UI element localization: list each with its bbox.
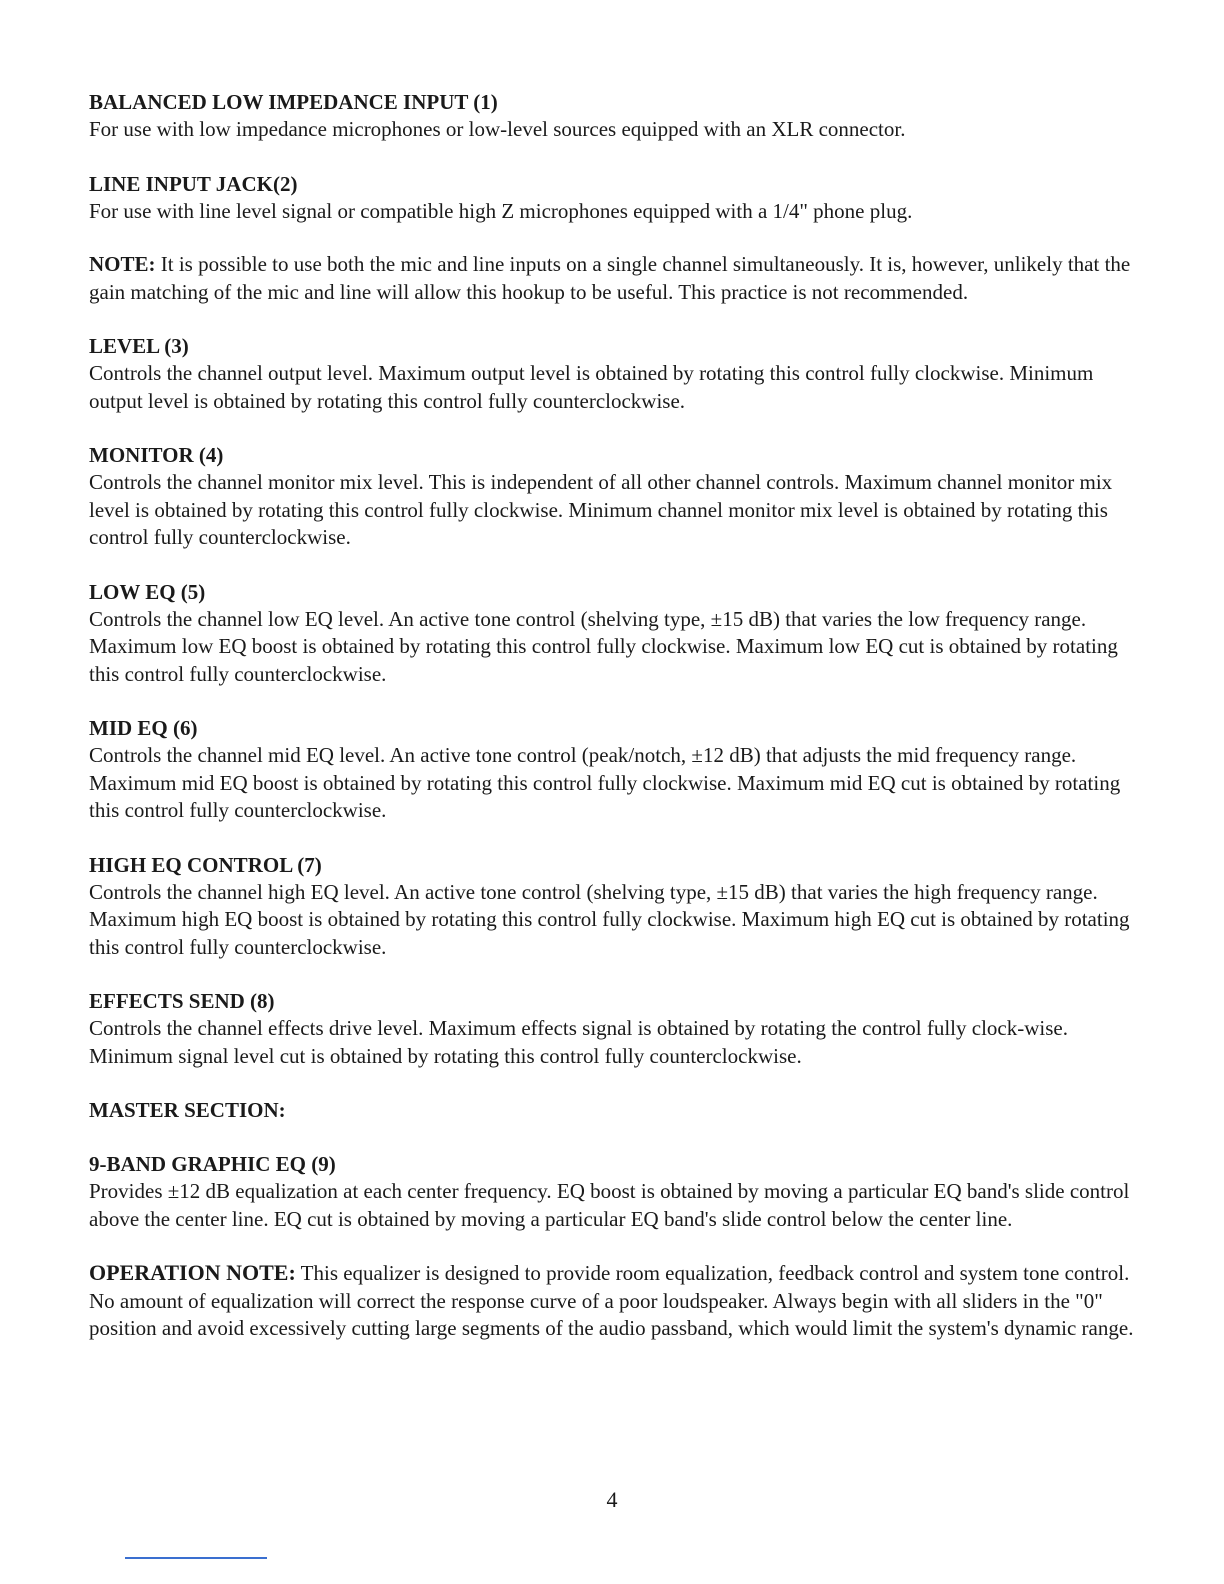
page-number: 4 (606, 1487, 618, 1512)
note-paragraph (89, 251, 1139, 306)
note-label: NOTE: (89, 252, 156, 276)
section-body: For use with low impedance microphones or low-level sources equipped with an XLR connector. (89, 117, 906, 141)
section-low-eq (89, 578, 1139, 689)
operation-note-paragraph (89, 1259, 1139, 1343)
section-body: Controls the channel effects drive level. Maximum effects signal is obtained by rotating the control fully clock-wise. Minimum signal level cut is obtained by rotating this control fully counterclockwise. (89, 1016, 1068, 1068)
section-heading: EFFECTS SEND (8) (89, 989, 275, 1013)
section-graphic-eq (89, 1150, 1139, 1233)
section-master (89, 1096, 1139, 1124)
scan-mark-line (125, 1557, 267, 1559)
section-heading: LEVEL (3) (89, 334, 189, 358)
section-effects-send (89, 987, 1139, 1070)
section-heading: HIGH EQ CONTROL (7) (89, 852, 322, 877)
section-body: Provides ±12 dB equalization at each center frequency. EQ boost is obtained by moving a particular EQ band's slide control above the center line. EQ cut is obtained by moving a particular EQ band's slide control below the center line. (89, 1179, 1130, 1231)
note-text: It is possible to use both the mic and line inputs on a single channel simultaneously. It is, however, unlikely that the gain matching of the mic and line will allow this hookup to be useful. This practice is not recommended. (89, 252, 1131, 304)
section-heading: LINE INPUT JACK(2) (89, 171, 298, 196)
section-body: Controls the channel high EQ level. An active tone control (shelving type, ±15 dB) that varies the high frequency range. Maximum high EQ boost is obtained by rotating this control fully clockwise. Maximum high EQ cut is obtained by rotating this control fully counterclockwise. (89, 879, 1130, 959)
section-high-eq (89, 851, 1139, 962)
operation-note-label: OPERATION NOTE: (89, 1260, 296, 1285)
section-heading: BALANCED LOW IMPEDANCE INPUT (1) (89, 90, 498, 114)
section-heading: MASTER SECTION: (89, 1098, 286, 1122)
section-heading: MID EQ (6) (89, 716, 198, 740)
section-monitor (89, 441, 1139, 552)
section-level (89, 332, 1139, 415)
section-note (89, 251, 1139, 306)
manual-page-content (89, 88, 1139, 1369)
section-body: Controls the channel low EQ level. An active tone control (shelving type, ±15 dB) that varies the low frequency range. Maximum low EQ boost is obtained by rotating this control fully clockwise. Maximum low EQ cut is obtained by rotating this control fully counterclockwise. (89, 606, 1118, 686)
operation-note-text: This equalizer is designed to provide room equalization, feedback control and system tone control. No amount of equalization will correct the response curve of a poor loudspeaker. Always begin with all sliders in the "0" position and avoid excessively cutting large segments of the audio passband, which would limit the system's dynamic range. (89, 1261, 1134, 1340)
section-body: Controls the channel mid EQ level. An active tone control (peak/notch, ±12 dB) that adjusts the mid frequency range. Maximum mid EQ boost is obtained by rotating this control fully clockwise. Maximum mid EQ cut is obtained by rotating this control fully counterclockwise. (89, 743, 1121, 822)
section-mid-eq (89, 714, 1139, 825)
section-heading: MONITOR (4) (89, 443, 224, 467)
section-balanced-input (89, 88, 1139, 144)
section-body: For use with line level signal or compatible high Z microphones equipped with a 1/4" phone plug. (89, 198, 913, 223)
section-heading: LOW EQ (5) (89, 579, 206, 604)
section-heading: 9-BAND GRAPHIC EQ (9) (89, 1152, 336, 1176)
section-operation-note (89, 1259, 1139, 1343)
section-body: Controls the channel output level. Maximum output level is obtained by rotating this control fully clockwise. Minimum output level is obtained by rotating this control fully counterclockwise. (89, 361, 1094, 413)
section-line-input (89, 170, 1139, 226)
section-body: Controls the channel monitor mix level. This is independent of all other channel controls. Maximum channel monitor mix level is obtained by rotating this control fully clockwise. Minimum channel monitor mix level is obtained by rotating this control fully counterclockwise. (89, 470, 1113, 549)
